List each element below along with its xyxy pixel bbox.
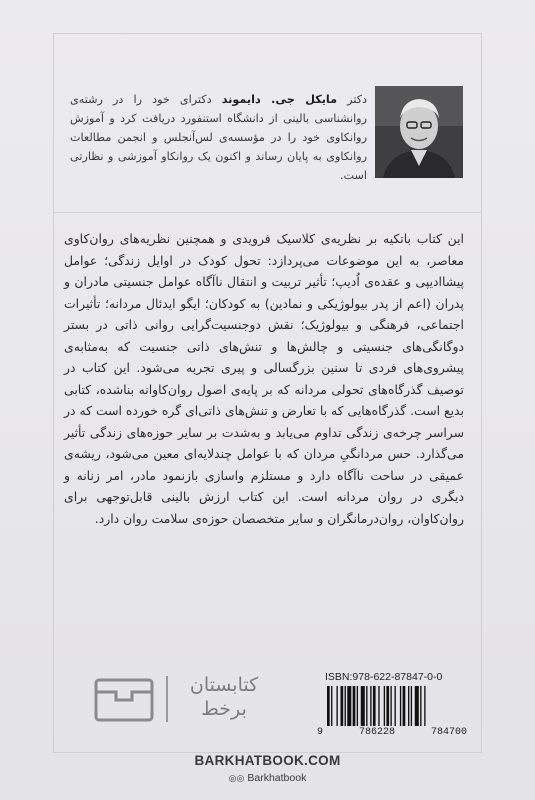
instagram-telegram-icon: ◎◎ [228,773,245,783]
isbn-label: ISBN:978-622-87847-0-0 [325,671,443,683]
publisher-name-line1: کتابستان [189,674,259,696]
barcode-lead-digit: 9 [317,727,324,738]
author-name: مایکل جی. دایموند [221,93,338,106]
author-bio [70,90,367,185]
barcode-numbers [317,727,467,738]
book-summary [64,228,464,529]
social-handle-row[interactable] [0,772,535,784]
book-box-icon [94,678,154,722]
publisher-website[interactable]: BARKHATBOOK.COM [194,753,341,768]
logo-separator [166,676,168,722]
author-degree-prefix: دکتر [347,93,367,106]
author-photo [375,86,463,178]
section-divider [53,212,482,213]
publisher-name-line2: برخط [201,698,247,720]
summary-text: این کتاب باتکیه بر نظریه‌ی کلاسیک فرویدی و همچنین نظریه‌های روان‌کاوی معاصر، به این موضوعات می‌پردازد: تحول کودک در اوایل زندگی؛ عوامل پیشاادیپی و عقده‌ی اُدیپ؛ تأثیر تربیت و انتقال ناآگاه عوامل جنسیتی مادران و پدران (اعم از پدر بیولوژیکی و نمادین) به کودکان؛ ایگو ایدئال مردانه؛ تأثیرات اجتماعی، فرهنگی و بیولوژیک؛ نقش دوجنسیت‌گرایی روانی ذاتی در بستر دوگانگی‌های جنسیتی و چالش‌ها و تنش‌های ذاتی جنسیت که به‌مثابه‌ی پیشروی‌های فردی تا سنین بزرگسالی و پیری تجربه می‌شود. این کتاب در توصیف گذرگاه‌های تحولی مردانه که بر پایه‌ی اصول روان‌کاوانه بناشده، کتابی بدیع است. گذرگاه‌هایی که با تعارض و تنش‌های ذاتی‌ای گره خورده است که در سراسر چرخه‌ی زندگی تداوم می‌یابد و به‌شدت بر سایر حوزه‌های زندگی تأثیر می‌گذارد. حس مردانگیِ مردان که با عوامل چندلایه‌ای معین می‌شود، ریشه‌ی عمیقی در ساحت ناآگاه دارد و مستلزم واسازی بازنمود مادر، امر زنانه و دیگری در روان مردانه است. این کتاب ارزش بالینی قابل‌توجهی برای روان‌کاوان، روان‌درمانگران و سایر متخصصان حوزه‌ی سلامت روان دارد. [64,231,464,526]
social-handle: Barkhatbook [247,772,307,784]
barcode-group-1: 786228 [358,727,395,738]
barcode [327,686,465,726]
author-bio-text: دکترای خود را در رشته‌ی روانشناسی بالینی از دانشگاه استنفورد دریافت کرد و آموزش روانکاوی خود را در مؤسسه‌ی لس‌آنجلس و انجمن مطالعات روانکاوی به پایان رساند و اکنون یک روانکاو آموزشی و نظارتی است. [70,93,367,182]
barcode-group-2: 784700 [430,727,467,738]
